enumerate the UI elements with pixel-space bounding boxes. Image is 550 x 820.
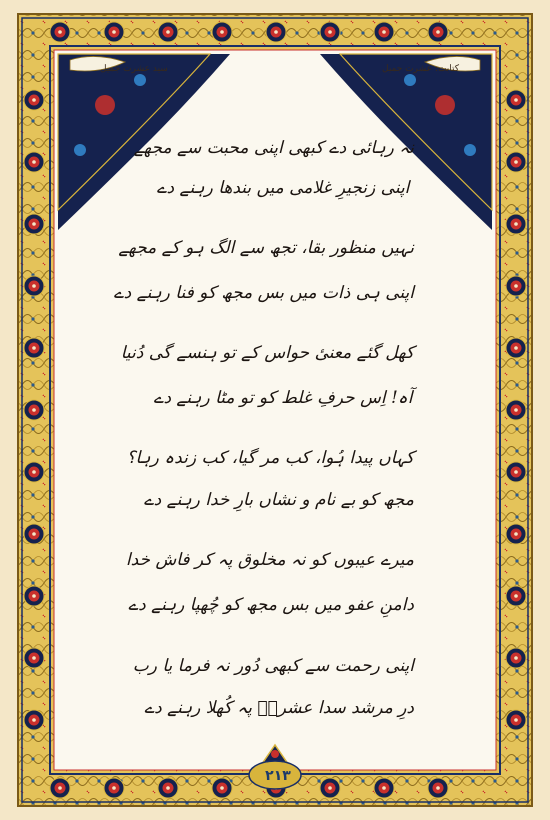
border-medallion [506,214,526,234]
calligrapher-signature-left: سید عشرت جمیل [100,64,168,74]
poem-line: اپنی زنجیرِ غلامی میں بندھا رہنے دے [156,178,410,198]
border-medallion [506,400,526,420]
border-medallion [506,338,526,358]
border-medallion [158,778,178,798]
border-medallion [104,22,124,42]
border-medallion [212,22,232,42]
calligrapher-signature-right: کتابت: عشرت جمیل [382,64,459,74]
border-medallion [24,710,44,730]
poem-line: اپنی ہی ذات میں بس مجھ کو فنا رہنے دے [113,283,414,303]
border-medallion [24,648,44,668]
border-medallion [24,90,44,110]
border-medallion [374,778,394,798]
border-medallion [24,586,44,606]
border-medallion [24,400,44,420]
poem-line: کہاں پیدا ہُوا، کب مر گیا، کب زندہ رہا؟ [126,448,414,468]
border-medallion [266,22,286,42]
border-medallion [428,22,448,42]
page-number: ۲۱۳ [265,768,291,784]
border-medallion [158,22,178,42]
poem-line: اپنی رحمت سے کبھی دُور نہ فرما یا رب [132,656,414,676]
border-medallion [320,22,340,42]
border-medallion [506,90,526,110]
border-medallion [24,152,44,172]
border-medallion [212,778,232,798]
border-medallion [24,524,44,544]
border-medallion [506,462,526,482]
border-medallion [506,276,526,296]
poem-line: نہ رہائی دے کبھی اپنی محبت سے مجھے [133,138,414,158]
poem-line: نہیں منظور بقا، تجھ سے الگ ہو کے مجھے [118,238,414,258]
poem-line: درِ مرشد سدا عشرتؔ پہ کُھلا رہنے دے [144,698,414,718]
poem-line: میرے عیبوں کو نہ مخلوق پہ کر فاش خدا [125,550,414,570]
border-medallion [50,22,70,42]
border-medallion [506,710,526,730]
border-medallion [24,462,44,482]
border-medallion [50,778,70,798]
border-medallion [320,778,340,798]
border-medallion [506,152,526,172]
poem-line: آہ! اِس حرفِ غلط کو تو مٹا رہنے دے [153,388,413,408]
poem-line: مجھ کو بے نام و نشاں بارِ خدا رہنے دے [143,490,414,510]
border-medallion [24,214,44,234]
border-medallion [104,778,124,798]
border-medallion [374,22,394,42]
border-medallion [428,778,448,798]
poem-line: کھل گئے معنیٔ حواس کے تو ہنسے گی دُنیا [120,343,414,363]
border-medallion [24,276,44,296]
border-medallion [506,524,526,544]
poem-body [113,118,414,728]
border-medallion [24,338,44,358]
poem-line: دامنِ عفو میں بس مجھ کو چُھپا رہنے دے [128,595,414,615]
border-medallion [506,648,526,668]
border-medallion [506,586,526,606]
